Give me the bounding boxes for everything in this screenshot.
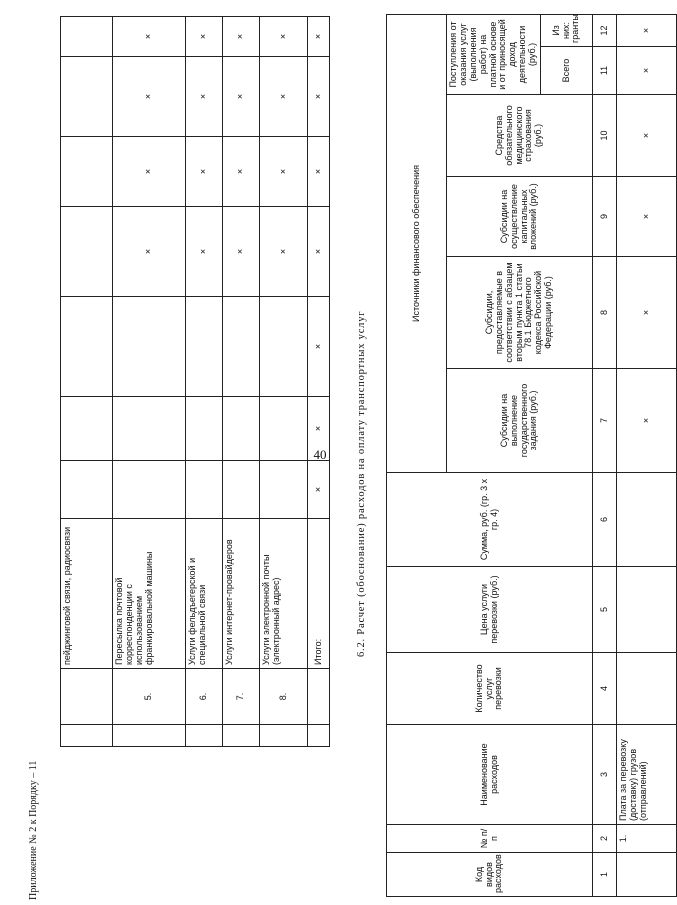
col-number: 10 bbox=[593, 95, 617, 177]
x-mark: × bbox=[223, 137, 260, 207]
x-mark: × bbox=[617, 257, 677, 369]
x-mark: × bbox=[186, 57, 223, 137]
column-numbers-row bbox=[593, 14, 617, 896]
header-name: Наименование расходов bbox=[387, 725, 593, 825]
x-mark: × bbox=[308, 207, 330, 297]
section-title: 6.2. Расчет (обоснование) расходов на оплату транспортных услуг bbox=[356, 310, 367, 657]
row-number: 6. bbox=[186, 669, 223, 725]
table-row bbox=[617, 14, 677, 896]
header-num: № п/п bbox=[387, 825, 593, 853]
x-mark: × bbox=[260, 137, 308, 207]
header-col11-total: Всего bbox=[541, 47, 593, 95]
col-number: 11 bbox=[593, 47, 617, 95]
header-col9: Субсидии на осуществление капитальных вложений (руб.) bbox=[447, 177, 593, 257]
footer-note: Приложение № 2 к Порядку – 11 bbox=[28, 760, 39, 900]
page-number: 40 bbox=[313, 447, 327, 462]
x-mark: × bbox=[617, 177, 677, 257]
x-mark: × bbox=[308, 461, 330, 519]
bottom-table-wrap bbox=[386, 14, 677, 897]
x-mark: × bbox=[113, 17, 186, 57]
row-name: Услуги фельдъегерской и специальной связи bbox=[186, 519, 223, 669]
col-number: 4 bbox=[593, 653, 617, 725]
col-number: 6 bbox=[593, 473, 617, 567]
x-mark: × bbox=[308, 397, 330, 461]
x-mark: × bbox=[113, 137, 186, 207]
header-col12: Из них: гранты bbox=[541, 14, 593, 46]
top-table bbox=[60, 16, 330, 747]
row-name: Итого: bbox=[308, 519, 330, 669]
x-mark: × bbox=[260, 57, 308, 137]
col-number: 7 bbox=[593, 369, 617, 473]
x-mark: × bbox=[223, 17, 260, 57]
top-table-wrap bbox=[60, 16, 330, 747]
row-number: 8. bbox=[260, 669, 308, 725]
col-number: 1 bbox=[593, 853, 617, 897]
x-mark: × bbox=[617, 95, 677, 177]
row-name: Услуги электронной почты (электронный адрес) bbox=[260, 519, 308, 669]
x-mark: × bbox=[223, 207, 260, 297]
header-sources: Источники финансового обеспечения bbox=[387, 14, 447, 472]
table-row bbox=[61, 17, 113, 747]
x-mark: × bbox=[260, 207, 308, 297]
row-name: Пересылка почтовой корреспонденции с использованием франкировальной машины bbox=[113, 519, 186, 669]
x-mark: × bbox=[617, 14, 677, 46]
header-col10: Средства обязательного медицинского страхования (руб.) bbox=[447, 95, 593, 177]
col-number: 8 bbox=[593, 257, 617, 369]
col-number: 12 bbox=[593, 14, 617, 46]
header-row bbox=[387, 14, 447, 896]
x-mark: × bbox=[186, 137, 223, 207]
x-mark: × bbox=[113, 57, 186, 137]
x-mark: × bbox=[308, 57, 330, 137]
x-mark: × bbox=[308, 297, 330, 397]
x-mark: × bbox=[260, 17, 308, 57]
table-row bbox=[113, 17, 186, 747]
x-mark: × bbox=[186, 17, 223, 57]
row-name: пейджинговой связи, радиосвязи bbox=[61, 519, 113, 669]
x-mark: × bbox=[617, 369, 677, 473]
row-number: 5. bbox=[113, 669, 186, 725]
row-name: Плата за перевозку (доставку) грузов (отправлений) bbox=[617, 725, 677, 825]
row-number: 1. bbox=[617, 825, 677, 853]
col-number: 2 bbox=[593, 825, 617, 853]
table-row-total bbox=[308, 17, 330, 747]
x-mark: × bbox=[617, 47, 677, 95]
x-mark: × bbox=[308, 137, 330, 207]
x-mark: × bbox=[223, 57, 260, 137]
row-number: 7. bbox=[223, 669, 260, 725]
table-row bbox=[186, 17, 223, 747]
col-number: 3 bbox=[593, 725, 617, 825]
x-mark: × bbox=[113, 207, 186, 297]
header-qty: Количество услуг перевозки bbox=[387, 653, 593, 725]
table-row bbox=[223, 17, 260, 747]
header-sum: Сумма, руб. (гр. 3 х гр. 4) bbox=[387, 473, 593, 567]
header-col8: Субсидии, предоставляемые в соответствии с абзацем вторым пункта 1 статьи 78.1 Бюджетного кодекса Российской Федерации (руб.) bbox=[447, 257, 593, 369]
col-number: 9 bbox=[593, 177, 617, 257]
header-col7: Субсидии на выполнение государственного задания (руб.) bbox=[447, 369, 593, 473]
transport-costs-table bbox=[386, 14, 677, 897]
row-number bbox=[61, 669, 113, 725]
x-mark: × bbox=[308, 17, 330, 57]
header-col11: Поступления от оказания услуг (выполнения работ) на платной основе и от приносящей доход деятельности (руб.) bbox=[447, 14, 541, 94]
row-name: Услуги интернет-провайдеров bbox=[223, 519, 260, 669]
x-mark: × bbox=[186, 207, 223, 297]
header-price: Цена услуги перевозки (руб.) bbox=[387, 567, 593, 653]
table-row bbox=[260, 17, 308, 747]
col-number: 5 bbox=[593, 567, 617, 653]
header-code: Код видов расходов bbox=[387, 853, 593, 897]
